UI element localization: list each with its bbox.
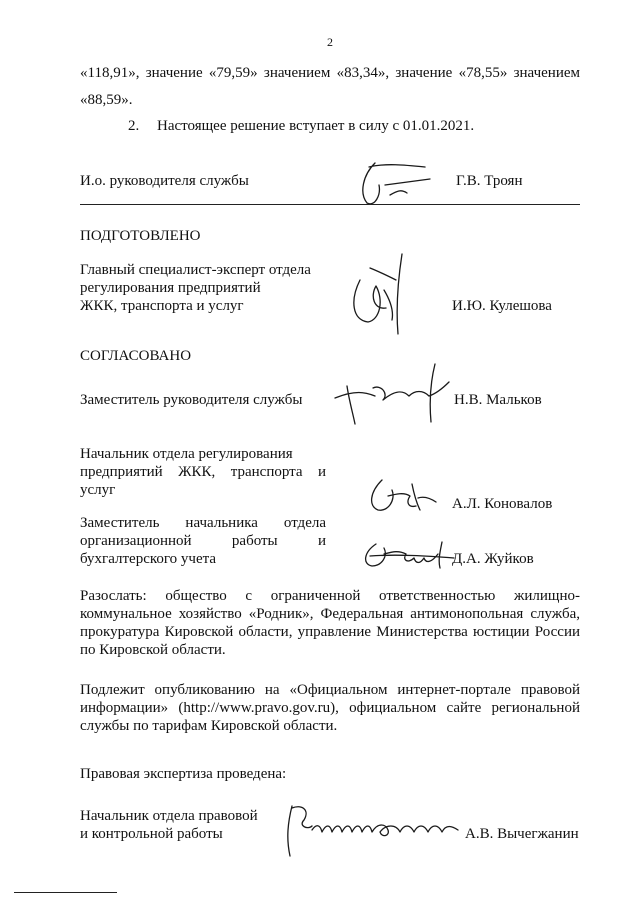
legal-review-statement: Правовая экспертиза проведена: — [80, 766, 287, 782]
distribution-line: по Кировской области. — [80, 642, 226, 658]
distribution-line: Разослать: общество с ограниченной ответственностью жилищно- — [80, 588, 580, 604]
legal-review-position-line: Начальник отдела правовой — [80, 808, 258, 824]
agreed-name: Д.А. Жуйков — [452, 551, 534, 567]
agreed-position-line: Заместитель руководителя службы — [80, 392, 303, 408]
agreed-position-line: организационной работы и — [80, 533, 326, 549]
signature-troyan — [345, 155, 455, 215]
continuation-line-1: «118,91», значение «79,59» значением «83,34», значение «78,55» значением — [80, 65, 580, 81]
agreed-position-line: бухгалтерского учета — [80, 551, 217, 567]
signature-zhuikov — [358, 534, 458, 574]
prepared-heading: ПОДГОТОВЛЕНО — [80, 228, 201, 244]
agreed-name: А.Л. Коновалов — [452, 496, 553, 512]
prepared-position-line: ЖКК, транспорта и услуг — [80, 298, 244, 314]
item-2-number: 2. — [128, 118, 140, 134]
publication-line: службы по тарифам Кировской области. — [80, 718, 338, 734]
agreed-position-line: предприятий ЖКК, транспорта и — [80, 464, 326, 480]
publication-line: Подлежит опубликованию на «Официальном интернет-портале правовой — [80, 682, 580, 698]
agreed-heading: СОГЛАСОВАНО — [80, 348, 192, 364]
signature-vychegzhanin — [278, 800, 468, 860]
agreed-name: Н.В. Мальков — [454, 392, 542, 408]
signature-konovalov — [362, 470, 442, 520]
agreed-position-line: услуг — [80, 482, 116, 498]
agreed-position-line: Заместитель начальника отдела — [80, 515, 326, 531]
agreed-position-line: Начальник отдела регулирования — [80, 446, 293, 462]
signatory-title: И.о. руководителя службы — [80, 173, 249, 189]
legal-review-name: А.В. Вычегжанин — [465, 826, 579, 842]
prepared-position-line: регулирования предприятий — [80, 280, 261, 296]
distribution-line: прокуратура Кировской области, управление Министерства юстиции России — [80, 624, 580, 640]
publication-line: информации» (http://www.pravo.gov.ru), официальном сайте региональной — [80, 700, 580, 716]
signature-kuleshova — [340, 250, 420, 340]
distribution-line: коммунальное хозяйство «Родник», Федеральная антимонопольная служба, — [80, 606, 580, 622]
signature-rule — [80, 204, 580, 205]
page-number: 2 — [327, 35, 333, 49]
footnote-rule — [14, 892, 117, 893]
prepared-name: И.Ю. Кулешова — [452, 298, 552, 314]
item-2-text: Настоящее решение вступает в силу с 01.01.2021. — [157, 118, 475, 134]
signatory-name: Г.В. Троян — [456, 173, 523, 189]
continuation-line-2: «88,59». — [80, 92, 133, 108]
legal-review-position-line: и контрольной работы — [80, 826, 223, 842]
signature-malkov — [325, 360, 465, 430]
prepared-position-line: Главный специалист-эксперт отдела — [80, 262, 311, 278]
